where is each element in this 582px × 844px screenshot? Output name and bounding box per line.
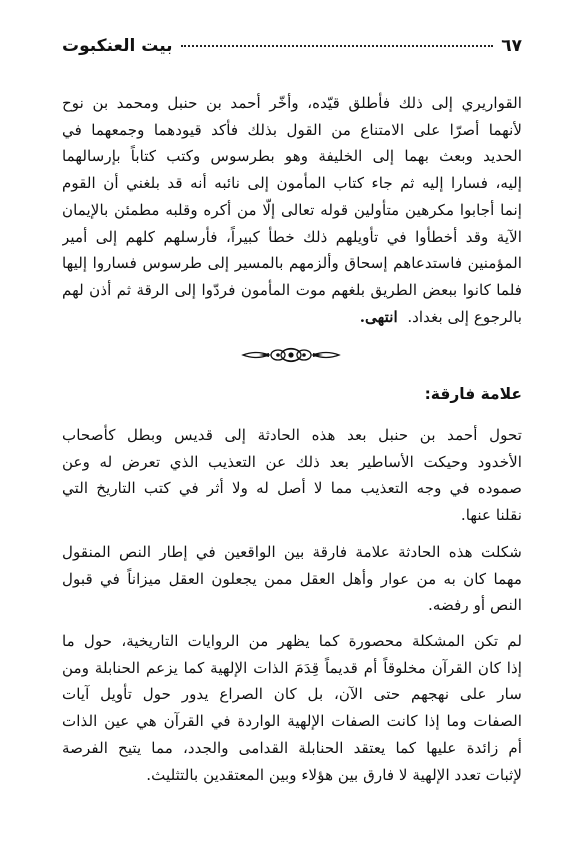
paragraph-end-text: بالرجوع إلى بغداد. xyxy=(407,307,522,326)
header-dotted-leader xyxy=(181,45,494,47)
paragraph-4 xyxy=(62,628,522,788)
text-line-last: نقلنا عنها. xyxy=(460,506,522,525)
text-line: إنما أجابوا مكرهين متأولين قوله تعالى إلّا من أكره وقلبه مطمئن بالإيمان xyxy=(62,200,522,219)
text-line: مهما كان به من عوار وأهل العقل ممن يجعلون العقل ميزاناً في قبول xyxy=(62,569,522,588)
running-header xyxy=(62,36,522,62)
text-line: لأنهما أصرّا على الامتناع من القول بذلك فأكد قيودهما وجمعهما في xyxy=(62,120,522,139)
page-number: ٦٧ xyxy=(501,36,522,56)
text-line: صموده في وجه التعذيب مما لا أصل له ولا أثر في كتب التاريخ التي xyxy=(62,479,522,498)
text-line: المؤمنين فاستدعاهم إسحاق وألزمهم بالمسير إلى طرسوس فساروا إليها xyxy=(62,254,522,273)
text-line: تحول أحمد بن حنبل بعد هذه الحادثة إلى قديس وبطل كأصحاب xyxy=(62,426,522,444)
text-line: القواريري إلى ذلك فأطلق قيّده، وأخّر أحمد بن حنبل ومحمد بن نوح xyxy=(62,94,522,112)
text-line: فلما كانوا ببعض الطريق بلغهم موت المأمون فردّوا إلى الرقة ثم أذن لهم xyxy=(62,280,522,299)
paragraph-1 xyxy=(62,90,522,330)
text-line-last xyxy=(62,304,522,331)
text-line: الحديد وبعث بهما إلى الخليفة وهو بطرسوس وكتب كتاباً بإرسالهما xyxy=(62,147,522,166)
text-line: شكلت هذه الحادثة علامة فارقة بين الواقعين في إطار النص المنقول xyxy=(62,543,522,561)
paragraph-3 xyxy=(62,539,522,619)
text-line-last: النص أو رفضه. xyxy=(428,596,522,615)
text-line: الصفات وما إذا كانت الصفات الإلهية الواردة في القرآن هي عين الذات xyxy=(62,712,522,731)
text-line: الأخدود وحيكت الأساطير بعد ذلك عن التعذيب الذي تعرض له وعن xyxy=(62,452,522,471)
ornament-divider-icon xyxy=(241,344,341,366)
paragraph-2 xyxy=(62,422,522,529)
running-title: بيت العنكبوت xyxy=(62,36,173,56)
text-line: إذا كان القرآن مخلوقاً أم قديماً قِدَمَ الذات الإلهية كما يزعم الحنابلة ومن xyxy=(62,658,522,677)
section-heading: علامة فارقة: xyxy=(424,385,522,403)
text-line: سار على نهجهم حتى الآن، بل كان الصراع يدور حول تأويل آيات xyxy=(62,685,522,704)
text-line: أم زائدة عليها كما يعتقد الحنابلة القدامى والجدد، مما يتيح الفرصة xyxy=(62,738,522,757)
text-line-last: لإثبات تعدد الإلهية لا فارق بين هؤلاء وبين المعتقدين بالتثليث. xyxy=(146,765,522,784)
text-line: لم تكن المشكلة محصورة كما يظهر من الروايات التاريخية، حول ما xyxy=(62,632,522,650)
text-line: إليه، فسارا إليه ثم جاء كتاب المأمون إلى نائبه أنه قد بلغني أن القوم xyxy=(62,174,522,193)
end-mark: انتهى. xyxy=(359,307,398,326)
text-line: الآية وقد أخطأوا في تأويلهم ذلك خطأ كبيراً، فأرسلهم كلهم إلى أمير xyxy=(62,227,522,246)
